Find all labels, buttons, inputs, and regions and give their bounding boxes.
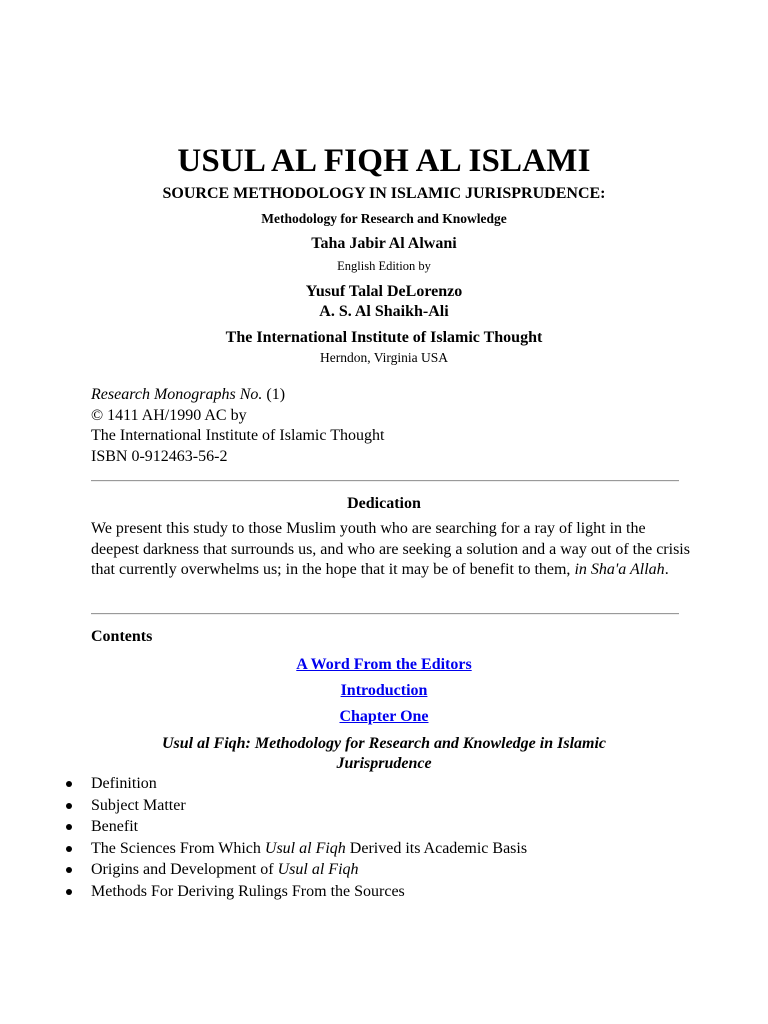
list-item-text: Benefit [91, 818, 139, 835]
list-item-text: Methods For Deriving Rulings From the Sources [91, 882, 405, 900]
series-number: (1) [262, 386, 286, 403]
horizontal-rule [91, 613, 679, 615]
list-item-text: Definition [91, 775, 157, 792]
bullet-icon [66, 824, 72, 830]
dedication-italic: in Sha'a Allah [574, 561, 665, 578]
publisher-place: Herndon, Virginia USA [319, 350, 449, 365]
toc-entry [0, 655, 768, 675]
dedication-end: . [664, 561, 669, 578]
book-title: USUL AL FIQH AL ISLAMI [177, 143, 591, 179]
list-item-text: The Sciences From Which [91, 839, 265, 857]
book-subsubtitle: Methodology for Research and Knowledge [261, 211, 507, 226]
list-item [0, 859, 527, 881]
edition-label: English Edition by [337, 259, 431, 273]
chapter-title: Usul al Fiqh: Methodology for Research and Knowledge in Islamic Jurisprudence [161, 735, 607, 772]
contents-heading: Contents [91, 628, 153, 645]
publication-info [91, 385, 384, 467]
book-subtitle: SOURCE METHODOLOGY IN ISLAMIC JURISPRUDENCE: [162, 185, 606, 202]
list-item-text: Origins and Development of [91, 861, 278, 878]
dedication-body: We present this study to those Muslim youth who are searching for a ray of light in the deepest darkness that surrounds us, and who are seeking a solution and a way out of the crisis that currently overwhelms us; in the hope that it may be of benefit to them, [91, 520, 690, 578]
list-item [0, 881, 527, 903]
editor-name: A. S. Al Shaikh-Ali [319, 303, 449, 320]
bullet-icon [66, 867, 72, 873]
series-label: Research Monographs No. [91, 386, 263, 403]
bullet-icon [66, 846, 72, 852]
isbn-line: ISBN 0-912463-56-2 [91, 447, 228, 465]
bullet-icon [66, 781, 72, 787]
toc-link-chapter-one[interactable]: Chapter One [339, 708, 429, 725]
list-item-italic: Usul al Fiqh [264, 839, 346, 857]
list-item-italic: Usul al Fiqh [277, 861, 359, 878]
list-item [0, 795, 527, 817]
bullet-icon [66, 889, 72, 895]
list-item [0, 816, 527, 838]
series-line [91, 385, 384, 406]
dedication-text [91, 519, 691, 581]
toc-entry [0, 681, 768, 701]
list-item [0, 838, 527, 860]
dedication-heading: Dedication [347, 495, 421, 512]
publisher-line: The International Institute of Islamic Thought [91, 427, 385, 444]
list-item-after: Derived its Academic Basis [345, 839, 528, 857]
toc-link-editors[interactable]: A Word From the Editors [296, 656, 472, 673]
institute-name: The International Institute of Islamic Thought [225, 329, 543, 346]
editor-name: Yusuf Talal DeLorenzo [305, 283, 463, 300]
horizontal-rule [91, 480, 679, 482]
copyright-line: © 1411 AH/1990 AC by [91, 406, 247, 424]
list-item [0, 773, 527, 795]
chapter-topic-list [0, 773, 527, 902]
toc-link-introduction[interactable]: Introduction [340, 682, 428, 699]
toc-entry [0, 707, 768, 727]
author-name: Taha Jabir Al Alwani [311, 235, 457, 252]
list-item-text: Subject Matter [91, 796, 186, 814]
bullet-icon [66, 803, 72, 809]
